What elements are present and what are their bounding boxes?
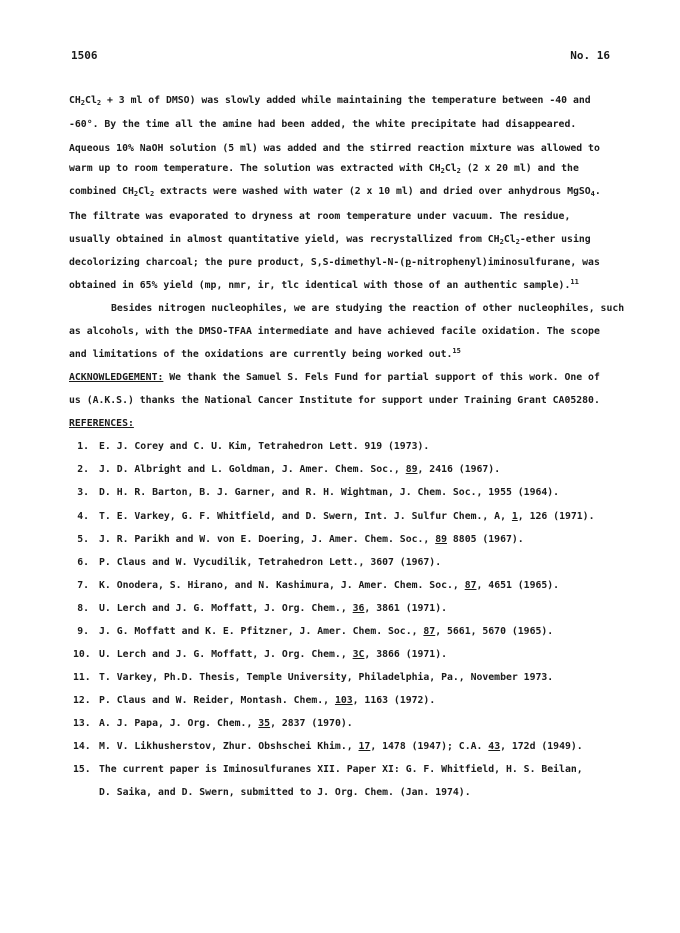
paragraph-line: Besides nitrogen nucleophiles, we are studying the reaction of other nucleophiles, such	[111, 303, 625, 314]
acknowledgement-line: ACKNOWLEDGEMENT: We thank the Samuel S. Fels Fund for partial support of this work. One of	[69, 372, 600, 383]
paragraph-line: combined $CH_2Cl_2$ extracts were washed with water (2 x 10 ml) and dried over anhydrous MgSO$_4$.	[69, 186, 601, 199]
issue-number: No. 16	[570, 49, 610, 62]
references-heading: REFERENCES:	[69, 418, 134, 429]
paragraph-line: The filtrate was evaporated to dryness at room temperature under vacuum. The residue,	[69, 211, 571, 222]
paragraph-line: and limitations of the oxidations are currently being worked out.$^{15}$	[69, 346, 461, 360]
acknowledgement-line: us (A.K.S.) thanks the National Cancer Institute for support under Training Grant CA05280.	[69, 395, 600, 406]
paragraph-line: -60°. By the time all the amine had been added, the white precipitate had disappeared.	[69, 119, 577, 130]
paragraph-line: as alcohols, with the DMSO-TFAA intermediate and have achieved facile oxidation. The scope	[69, 326, 600, 337]
paragraph-line: usually obtained in almost quantitative yield, was recrystallized from $CH_2Cl_2$-ether using	[69, 234, 591, 247]
page-number: 1506	[71, 49, 98, 62]
paragraph-line: decolorizing charcoal; the pure product, S,S-dimethyl-N-(p-nitrophenyl)iminosulfurane, was	[69, 257, 600, 268]
paragraph-line: warm up to room temperature. The solution was extracted with $CH_2Cl_2$ (2 x 20 ml) and the	[69, 163, 579, 176]
acknowledgement-heading: ACKNOWLEDGEMENT:	[69, 372, 164, 383]
paragraph-line: obtained in 65% yield (mp, nmr, ir, tlc identical with those of an authentic sample).$^{11}$	[69, 277, 579, 291]
paragraph-line: Aqueous 10% NaOH solution (5 ml) was added and the stirred reaction mixture was allowed to	[69, 143, 600, 154]
paragraph-line: $CH_2Cl_2 + 3$ ml of DMSO) was slowly added while maintaining the temperature between -40 and	[69, 95, 591, 108]
